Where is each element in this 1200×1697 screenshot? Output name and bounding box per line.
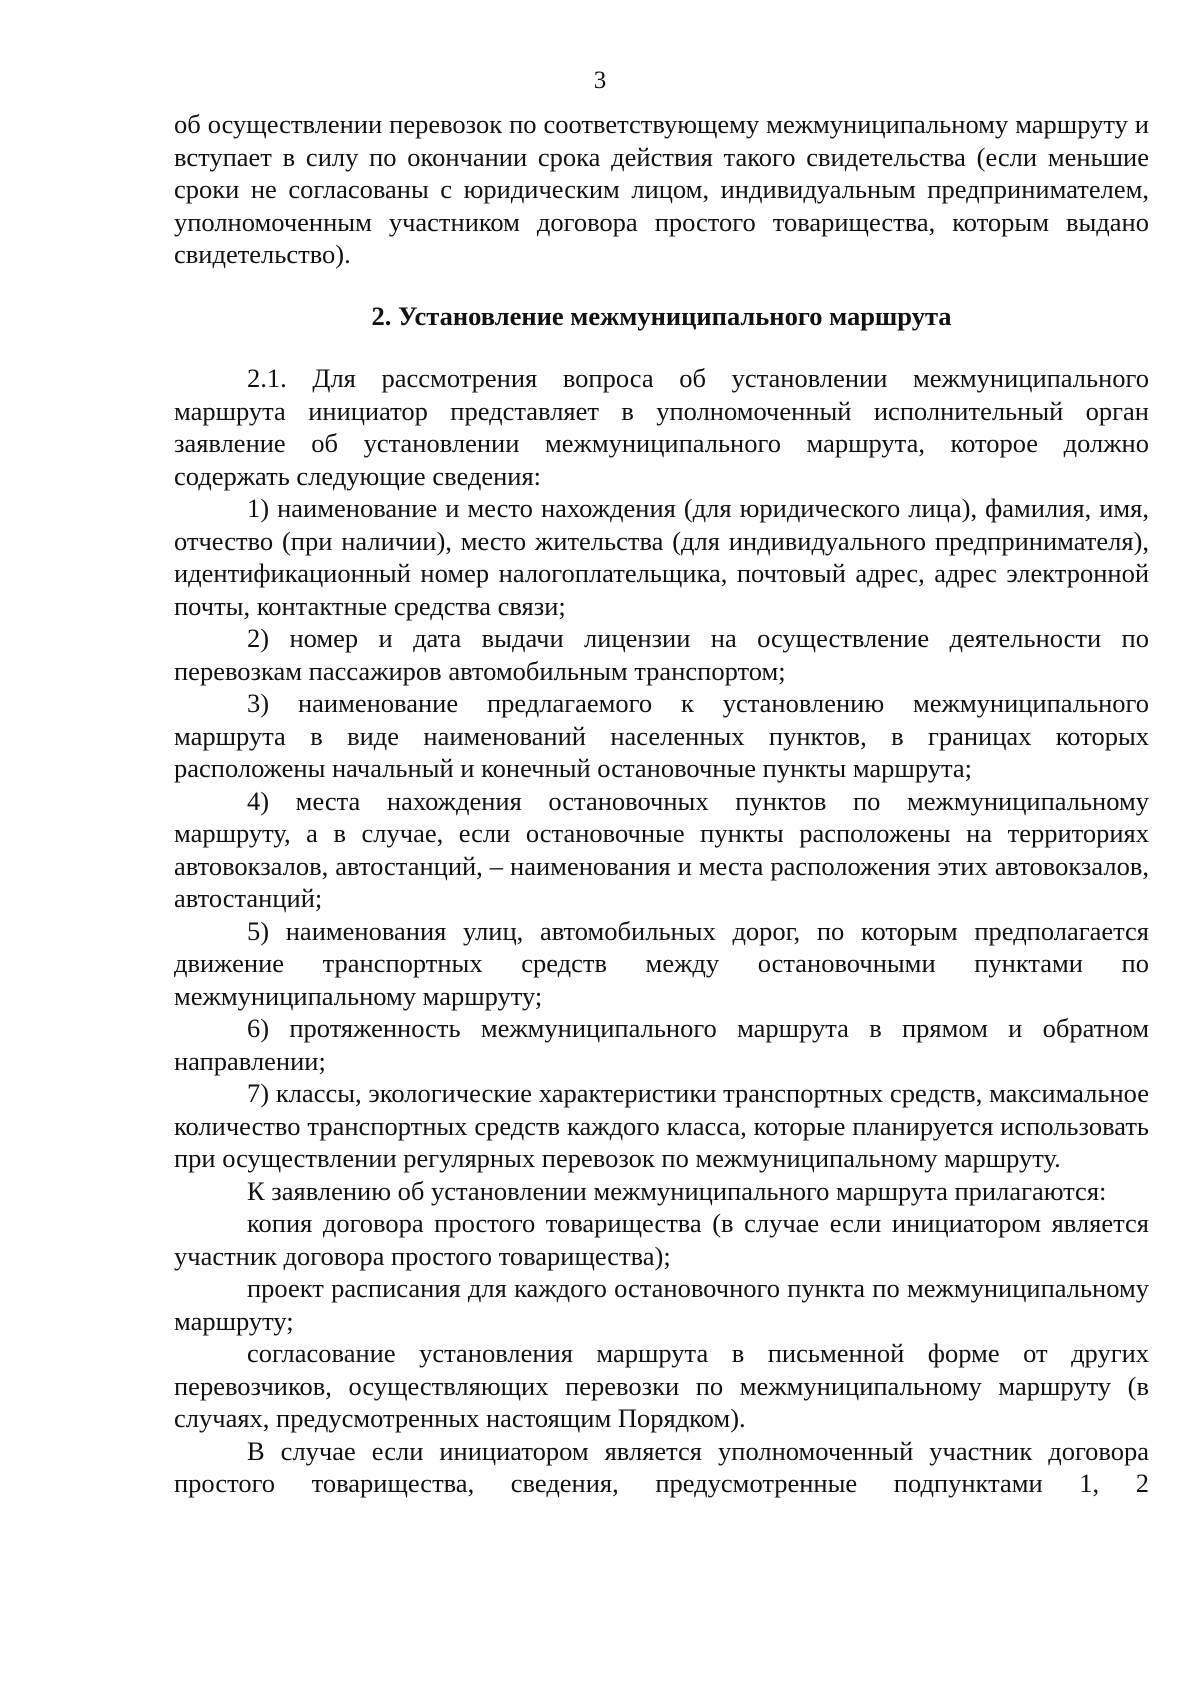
list-item-6: 6) протяженность межмуниципального маршрута в прямом и обратном направлении; (174, 1013, 1149, 1076)
list-item-7: 7) классы, экологические характеристики транспортных средств, максимальное количество транспортных средств каждого класса, которые планируется использовать при осуществлении регулярных перевозок по межмуниципальному маршруту. (174, 1078, 1149, 1173)
intro-paragraph: об осуществлении перевозок по соответствующему межмуниципальному маршруту и вступает в силу по окончании срока действия такого свидетельства (если меньшие сроки не согласованы с юридическим лицом, индивидуальным предпринимателем, уполномоченным участником договора простого товарищества, которым выдано свидетельство). (174, 109, 1149, 269)
section-heading: 2. Установление межмуниципального маршрута (371, 300, 952, 331)
attachment-item-3: согласование установления маршрута в письменной форме от других перевозчиков, осуществляющих перевозки по межмуниципальному маршруту (в случаях, предусмотренных настоящим Порядком). (174, 1338, 1149, 1433)
attachment-item-2: проект расписания для каждого остановочного пункта по межмуниципальному маршруту; (174, 1273, 1149, 1336)
document-body (174, 108, 1149, 1500)
list-item-3: 3) наименование предлагаемого к установлению межмуниципального маршрута в виде наименований населенных пунктов, в границах которых расположены начальный и конечный остановочные пункты маршрута; (174, 688, 1149, 783)
attachments-intro: К заявлению об установлении межмуниципального маршрута прилагаются: (247, 1175, 1107, 1206)
page-number: 3 (593, 67, 607, 94)
paragraph-2-1: 2.1. Для рассмотрения вопроса об установлении межмуниципального маршрута инициатор представляет в уполномоченный исполнительный орган заявление об установлении межмуниципального маршрута, которое должно содержать следующие сведения: (174, 363, 1149, 491)
attachment-item-1: копия договора простого товарищества (в случае если инициатором является участник договора простого товарищества); (174, 1208, 1149, 1271)
list-item-4: 4) места нахождения остановочных пунктов по межмуниципальному маршруту, а в случае, если остановочные пункты расположены на территориях автовокзалов, автостанций, – наименования и места расположения этих автовокзалов, автостанций; (174, 785, 1149, 913)
list-item-2: 2) номер и дата выдачи лицензии на осуществление деятельности по перевозкам пассажиров автомобильным транспортом; (174, 623, 1149, 686)
list-item-5: 5) наименования улиц, автомобильных дорог, по которым предполагается движение транспортных средств между остановочными пунктами по межмуниципальному маршруту; (174, 915, 1149, 1011)
closing-paragraph: В случае если инициатором является уполномоченный участник договора простого товарищества, сведения, предусмотренные подпунктами 1, 2 (174, 1435, 1149, 1498)
list-item-1: 1) наименование и место нахождения (для юридического лица), фамилия, имя, отчество (при наличии), место жительства (для индивидуального предпринимателя), идентификационный номер налогоплательщика, почтовый адрес, адрес электронной почты, контактные средства связи; (174, 493, 1149, 621)
